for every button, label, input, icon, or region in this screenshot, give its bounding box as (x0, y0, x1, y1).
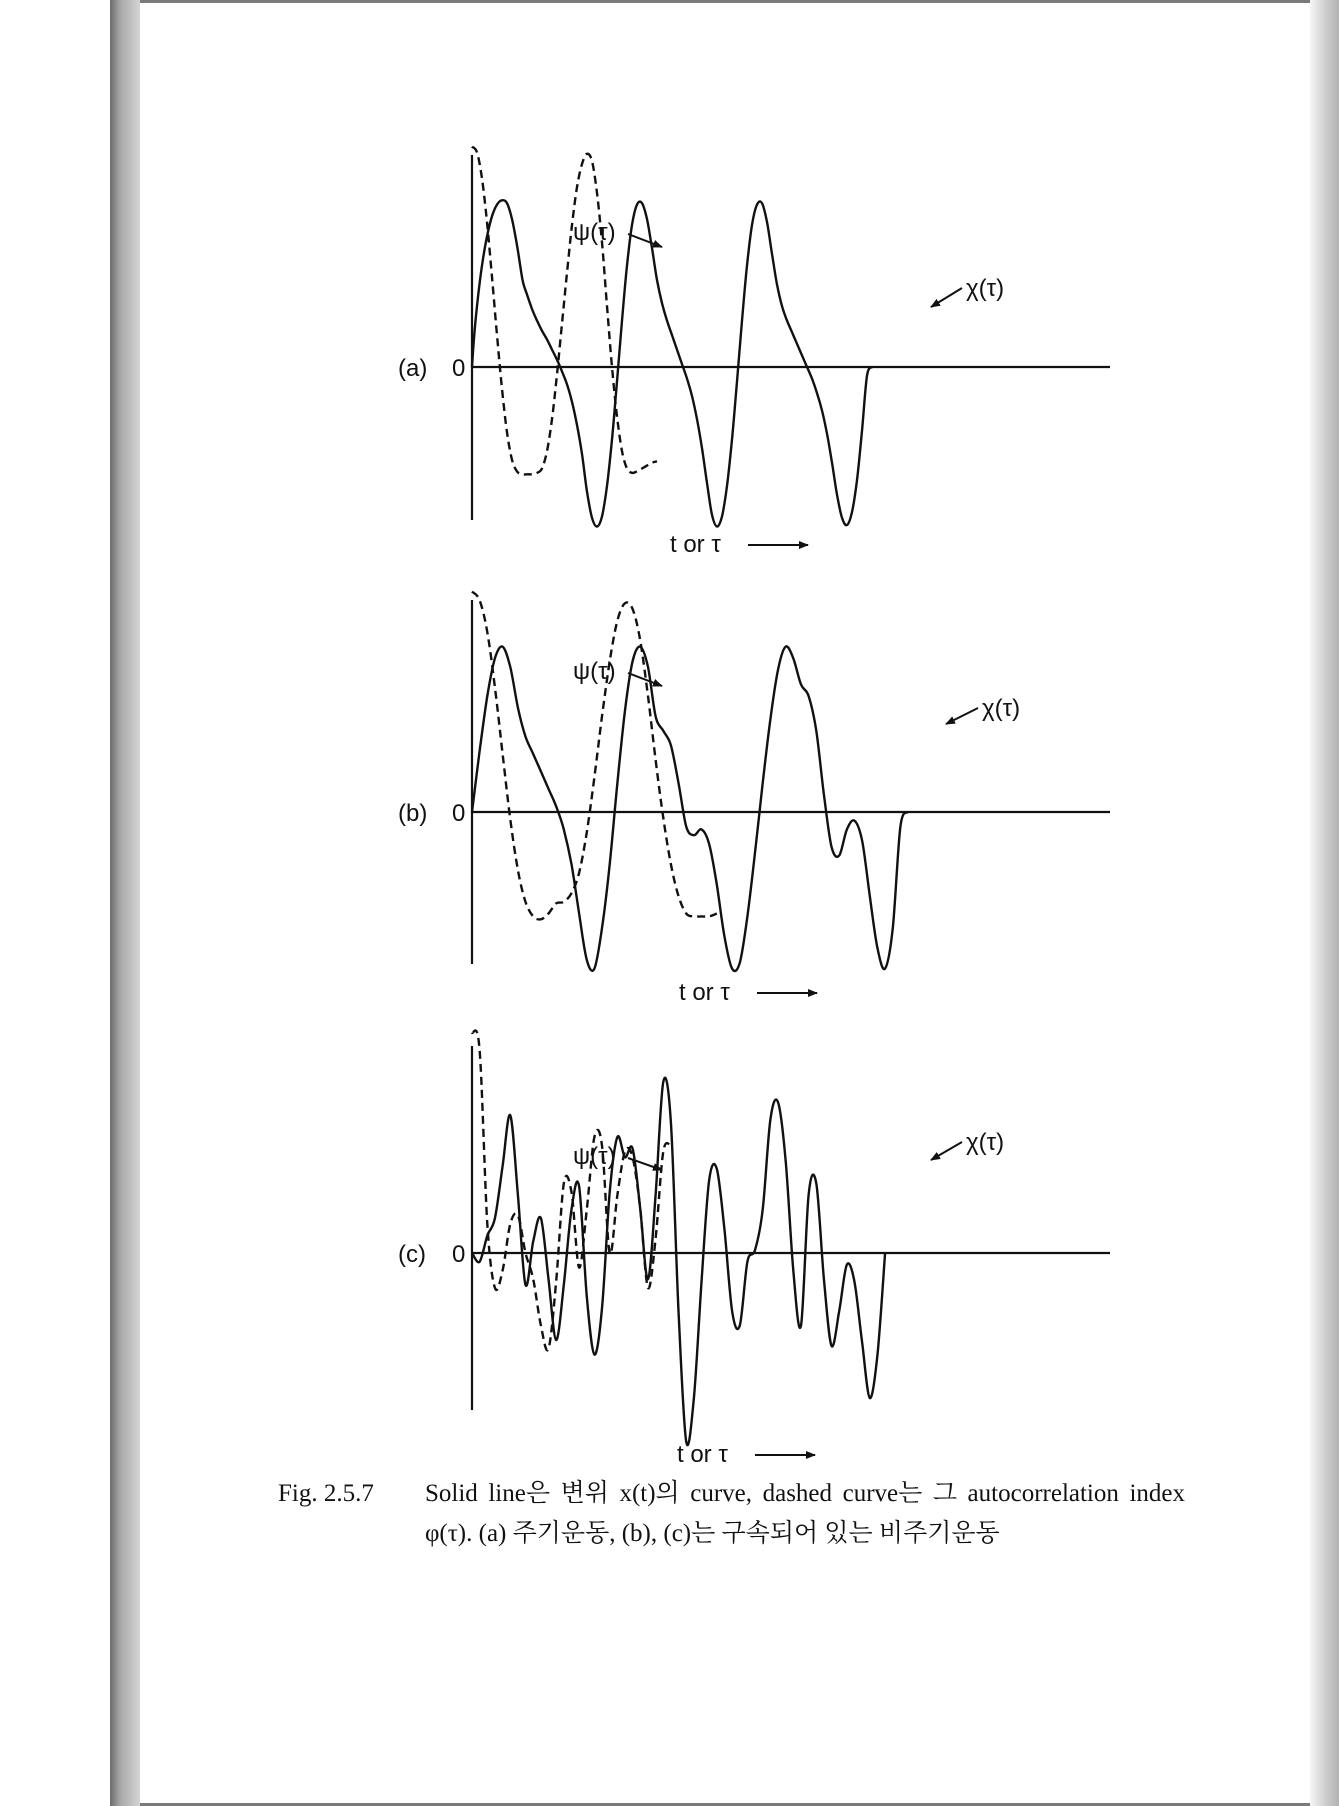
series-chi-solid (472, 200, 872, 526)
annotation-arrow (931, 1142, 962, 1160)
caption-text: Solid line은 변위 x(t)의 curve, dashed curve는 그 autocorrelation index φ(τ). (a) 주기운동, (b), (c)는 구속되어 있는 비주기운동 (425, 1480, 1185, 1547)
zero-tick-label: 0 (452, 355, 466, 382)
x-axis-label: t or τ (679, 979, 730, 1006)
zero-tick-label: 0 (452, 800, 466, 827)
series-psi-dashed (472, 592, 717, 920)
panel-label: (b) (398, 800, 428, 827)
series-psi-dashed (472, 147, 657, 475)
caption-label: Fig. 2.5.7 (278, 1480, 374, 1507)
annotation-chi: χ(τ) (966, 275, 1005, 302)
chart-panel-c (398, 1030, 1110, 1468)
annotation-psi: ψ(τ) (573, 658, 616, 685)
chart-panel-a (398, 147, 1110, 558)
series-psi-dashed (472, 1030, 671, 1350)
annotation-arrow (931, 288, 962, 307)
x-axis-label: t or τ (677, 1441, 728, 1468)
zero-tick-label: 0 (452, 1241, 466, 1268)
annotation-chi: χ(τ) (966, 1129, 1005, 1156)
series-chi-solid (472, 646, 908, 971)
annotation-psi: ψ(τ) (573, 1143, 616, 1170)
panel-label: (c) (398, 1241, 426, 1268)
series-chi-solid (472, 1078, 885, 1445)
annotation-psi: ψ(τ) (573, 219, 616, 246)
x-axis-label: t or τ (670, 531, 721, 558)
annotation-arrow (946, 708, 978, 724)
annotation-chi: χ(τ) (982, 695, 1021, 722)
panel-label: (a) (398, 355, 428, 382)
annotation-arrow (628, 234, 662, 247)
chart-panel-b (398, 592, 1110, 1006)
